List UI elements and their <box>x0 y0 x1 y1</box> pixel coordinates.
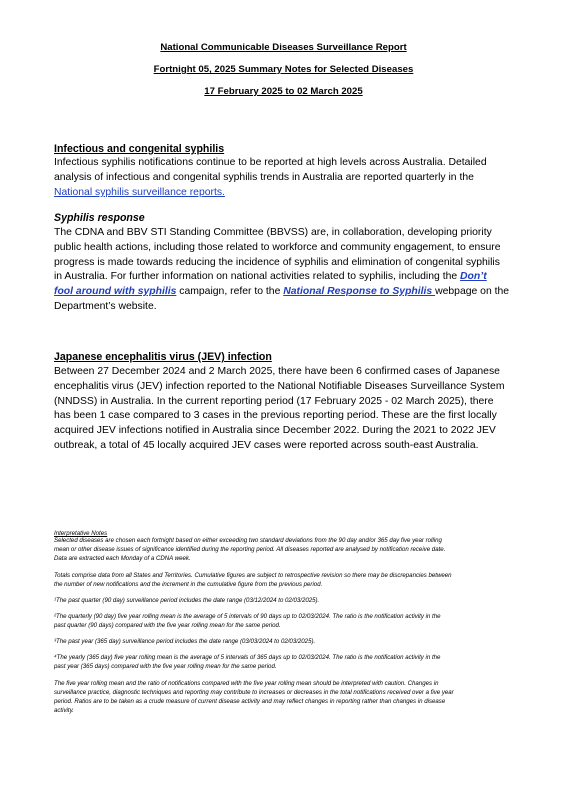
response-text: campaign, refer to the <box>176 286 284 297</box>
response-text-line: Department’s website. <box>54 301 157 312</box>
response-text: webpage on the <box>435 286 510 297</box>
response-text-line: The CDNA and BBV STI Standing Committee (BBVSS) are, in collaboration, developing priority <box>54 227 492 238</box>
response-text-line <box>54 287 509 297</box>
note-line: past quarter (90 days) compared with the five year rolling mean for the same period. <box>54 622 281 629</box>
note-line: ⁴The yearly (365 day) five year rolling mean is the average of 5 intervals of 365 days up to 02/03/2024. The ratio is the notification activity in the <box>54 654 441 661</box>
report-date-range: 17 February 2025 to 02 March 2025 <box>204 86 363 97</box>
note-line: ²The quarterly (90 day) five year rolling mean is the average of 5 intervals of 90 days up to 02/03/2024. The ratio is the notification activity in the <box>54 613 441 620</box>
note-line: mean or other disease issues of significance identified during the reporting period. All diseases reported are analysed by notification receive date. <box>54 546 446 553</box>
jev-text-line: Between 27 December 2024 and 2 March 2025, there have been 6 confirmed cases of Japanese <box>54 366 500 377</box>
note-line: surveillance practice, diagnostic techniques and reporting may contribute to increases or decreases in the total notifications received over a five year <box>54 689 454 696</box>
jev-text-line: acquired JEV infections notified in Australia since December 2022. During the 2021 to 2022 JEV <box>54 425 496 436</box>
dont-fool-around-link-part1[interactable]: Don’t <box>460 271 487 282</box>
note-line: past year (365 days) compared with the five year rolling mean for the same period. <box>54 663 277 670</box>
jev-text-line: outbreak, a total of 45 locally acquired JEV cases were reported across south-east Australia. <box>54 440 479 451</box>
report-title: National Communicable Diseases Surveillance Report <box>160 42 407 53</box>
response-text-line: progress is made towards reducing the incidence of syphilis and elimination of congenital syphilis <box>54 257 500 268</box>
response-text-line: public health actions, including those related to workforce and community engagement, to ensure <box>54 242 501 253</box>
national-response-to-syphilis-link[interactable]: National Response to Syphilis <box>283 286 436 297</box>
jev-heading: Japanese encephalitis virus (JEV) infection <box>54 351 272 363</box>
note-line: Selected diseases are chosen each fortnight based on either exceeding two standard deviations from the 90 day and/or 365 day five year rolling <box>54 537 442 544</box>
syphilis-response-heading: Syphilis response <box>54 212 145 224</box>
response-text-line <box>54 272 487 282</box>
note-line: the number of new notifications and the increment in the cumulative figure from the previous period. <box>54 581 323 588</box>
dont-fool-around-link-part2[interactable]: fool around with syphilis <box>54 286 177 297</box>
note-line: ¹The past quarter (90 day) surveillance period includes the date range (03/12/2024 to 02/03/2025). <box>54 597 320 604</box>
notes-heading: Interpretative Notes <box>54 530 108 537</box>
jev-text-line: has been 1 case compared to 3 cases in the previous reporting period. These are the first locally <box>54 410 497 421</box>
note-line: ³The past year (365 day) surveillance period includes the date range (03/03/2024 to 02/03/2025). <box>54 638 316 645</box>
note-line: Totals comprise data from all States and Territories. Cumulative figures are subject to retrospective revision so there may be discrepancies between <box>54 572 452 579</box>
syphilis-text-line: Infectious syphilis notifications continue to be reported at high levels across Australia. Detailed <box>54 157 487 168</box>
note-line: activity. <box>54 707 74 714</box>
jev-text-line: encephalitis virus (JEV) infection reported to the National Notifiable Diseases Surveillance System <box>54 381 505 392</box>
syphilis-surveillance-reports-link[interactable]: National syphilis surveillance reports. <box>54 187 225 198</box>
syphilis-text-line <box>54 188 225 198</box>
note-line: The five year rolling mean and the ratio of notifications compared with the five year rolling mean should be interpreted with caution. Changes in <box>54 680 439 687</box>
note-line: period. Ratios are to be taken as a crude measure of current disease activity and may reflect changes in reporting rather than changes in disease <box>54 698 446 705</box>
syphilis-text-line: analysis of infectious and congenital syphilis trends in Australia are reported quarterly in the <box>54 172 474 183</box>
jev-text-line: (NNDSS) in Australia. In the current reporting period (17 February 2025 - 02 March 2025), there <box>54 396 494 407</box>
note-line: Data are extracted each Monday of a CDNA week. <box>54 555 191 562</box>
response-text: in Australia. For further information on national activities related to syphilis, including the <box>54 271 461 282</box>
report-subtitle: Fortnight 05, 2025 Summary Notes for Selected Diseases <box>153 64 414 75</box>
syphilis-heading: Infectious and congenital syphilis <box>54 143 225 155</box>
